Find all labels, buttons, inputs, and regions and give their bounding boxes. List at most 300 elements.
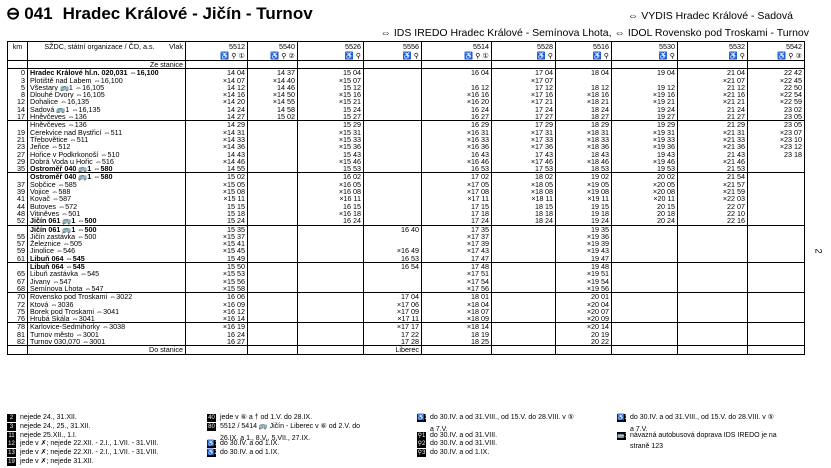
- time-cell: 19 18: [556, 210, 612, 217]
- time-cell: 16 06: [186, 293, 248, 301]
- time-cell: [248, 151, 298, 158]
- time-cell: [612, 77, 678, 84]
- time-cell: [612, 270, 678, 277]
- time-cell: [248, 285, 298, 293]
- time-cell: [492, 247, 556, 254]
- time-cell: [298, 338, 364, 346]
- time-cell: ×18 09: [422, 315, 492, 323]
- time-cell: 17 15: [422, 203, 492, 210]
- time-cell: [364, 217, 422, 225]
- station-name: Vojice ⇔588: [28, 188, 186, 195]
- time-cell: [364, 151, 422, 158]
- km-cell: 17: [8, 113, 28, 121]
- time-cell: [364, 173, 422, 181]
- time-cell: [678, 315, 748, 323]
- time-cell: [748, 263, 805, 271]
- time-cell: 18 25: [422, 338, 492, 346]
- time-cell: 14 55: [186, 165, 248, 173]
- time-cell: ×16 36: [422, 143, 492, 150]
- time-cell: [248, 210, 298, 217]
- table-row: [8, 69, 805, 77]
- time-cell: ×22 03: [678, 195, 748, 202]
- footnote-line: [417, 432, 574, 441]
- table-row: [8, 308, 805, 315]
- time-cell: [612, 255, 678, 263]
- footnote-key: 3: [7, 423, 16, 431]
- time-cell: ×16 19: [186, 323, 248, 331]
- time-cell: ×15 05: [186, 181, 248, 188]
- time-cell: ×14 16: [186, 91, 248, 98]
- time-cell: ×21 33: [678, 136, 748, 143]
- time-cell: 17 43: [492, 151, 556, 158]
- accessibility-icons: ♿ ⚲: [492, 51, 556, 61]
- table-row: [8, 210, 805, 217]
- time-cell: [248, 247, 298, 254]
- time-cell: ×18 16: [556, 91, 612, 98]
- time-cell: [748, 315, 805, 323]
- time-cell: 18 53: [556, 165, 612, 173]
- station-name: Libuň 064 ⇔545: [28, 263, 186, 271]
- time-cell: 17 18: [422, 210, 492, 217]
- time-cell: 21 04: [678, 69, 748, 77]
- destination-cell: [678, 346, 748, 354]
- time-cell: 19 04: [612, 69, 678, 77]
- time-cell: ×23 07: [748, 129, 805, 136]
- time-cell: ×19 51: [556, 270, 612, 277]
- time-cell: 21 24: [678, 106, 748, 113]
- table-row: [8, 225, 805, 233]
- time-cell: ×19 05: [556, 181, 612, 188]
- time-cell: ×15 21: [298, 98, 364, 105]
- footnote-line: [617, 432, 777, 441]
- time-cell: [298, 315, 364, 323]
- train-number: 5542: [748, 42, 805, 52]
- time-cell: 19 24: [612, 106, 678, 113]
- table-row: [8, 195, 805, 202]
- table-row: [8, 165, 805, 173]
- time-cell: ×23 10: [748, 136, 805, 143]
- time-cell: ×18 33: [556, 136, 612, 143]
- time-cell: ×16 11: [298, 195, 364, 202]
- time-cell: ×17 17: [364, 323, 422, 331]
- footnote-line: [7, 449, 158, 458]
- station-name: Ostroměř 040 🚌1 ⇔580: [28, 173, 186, 181]
- station-name: Všestary 🚌1 ⇔16,105: [28, 84, 186, 91]
- footnote-text: jede v ✗; nejede 22.XII. - 2.I., 1.VII. - 31.VIII.: [20, 449, 159, 457]
- footnotes-col-2: [207, 414, 360, 458]
- time-cell: ×17 56: [422, 285, 492, 293]
- time-cell: [364, 188, 422, 195]
- time-cell: 18 04: [556, 69, 612, 77]
- time-cell: [612, 240, 678, 247]
- time-cell: [748, 181, 805, 188]
- footnote-line: [417, 440, 574, 449]
- time-cell: [612, 247, 678, 254]
- time-cell: [364, 98, 422, 105]
- footnote-key: [617, 423, 626, 431]
- time-cell: 21 54: [678, 173, 748, 181]
- footnote-text: 26.IX. a 1., 8.V., 5.VII., 27.IX.: [220, 434, 311, 442]
- time-cell: 16 02: [298, 173, 364, 181]
- time-cell: 15 02: [186, 173, 248, 181]
- time-cell: 17 24: [492, 106, 556, 113]
- time-cell: [364, 143, 422, 150]
- time-cell: ×22 45: [748, 77, 805, 84]
- station-name: Jičín zastávka ⇔500: [28, 233, 186, 240]
- time-cell: [748, 301, 805, 308]
- time-cell: 18 15: [492, 203, 556, 210]
- footnote-line: [7, 458, 158, 467]
- table-row: [8, 106, 805, 113]
- time-cell: [298, 278, 364, 285]
- station-name: Dohalice ⇔16,135: [28, 98, 186, 105]
- time-cell: 16 40: [364, 225, 422, 233]
- time-cell: 16 24: [422, 106, 492, 113]
- footnote-text: do 30.IV. a od 31.VIII.: [430, 431, 498, 439]
- destination-cell: [298, 346, 364, 354]
- time-cell: ×21 59: [678, 188, 748, 195]
- time-cell: [248, 188, 298, 195]
- train-number: 5528: [492, 42, 556, 52]
- footnote-key: 13: [8, 450, 15, 457]
- km-cell: 82: [8, 338, 28, 346]
- table-row: [8, 240, 805, 247]
- time-cell: ×17 54: [422, 278, 492, 285]
- time-cell: [248, 331, 298, 338]
- time-cell: ×17 36: [492, 143, 556, 150]
- time-cell: ×20 04: [556, 301, 612, 308]
- time-cell: [298, 255, 364, 263]
- table-row: [8, 315, 805, 323]
- time-cell: [364, 69, 422, 77]
- time-cell: [422, 77, 492, 84]
- footnote-key: 2: [7, 414, 16, 422]
- km-cell: 57: [8, 240, 28, 247]
- time-cell: [364, 113, 422, 121]
- time-cell: 18 01: [422, 293, 492, 301]
- time-cell: [248, 240, 298, 247]
- time-cell: 21 27: [678, 113, 748, 121]
- footnote-key: ⚲1: [417, 432, 426, 439]
- time-cell: ×19 39: [556, 240, 612, 247]
- time-cell: 17 24: [422, 217, 492, 225]
- time-cell: [248, 181, 298, 188]
- station-name: Jeřice ⇔512: [28, 143, 186, 150]
- footnote-text: straně 123: [630, 443, 664, 451]
- time-cell: [678, 233, 748, 240]
- footnote-key: ♿3: [617, 415, 628, 421]
- footnote-text: do 30.IV. a od 31.VIII., od 15.V. do 28.VIII. v ⑤: [630, 414, 774, 421]
- station-name: Třebovětice ⇔511: [28, 136, 186, 143]
- time-cell: 23 18: [748, 151, 805, 158]
- time-cell: 23 05: [748, 113, 805, 121]
- station-name: Jivany ⇔547: [28, 278, 186, 285]
- time-cell: 23 02: [748, 106, 805, 113]
- time-cell: 17 04: [364, 293, 422, 301]
- time-cell: [298, 293, 364, 301]
- time-cell: 18 12: [556, 84, 612, 91]
- time-cell: [612, 285, 678, 293]
- time-cell: 19 53: [612, 165, 678, 173]
- table-row: [8, 263, 805, 271]
- footnote-text: nejede 25.XII., 1.I.: [20, 431, 77, 439]
- time-cell: [678, 225, 748, 233]
- time-cell: 18 43: [556, 151, 612, 158]
- time-cell: ×14 46: [186, 158, 248, 165]
- time-cell: 17 02: [422, 173, 492, 181]
- time-cell: [748, 331, 805, 338]
- time-cell: 15 12: [298, 84, 364, 91]
- time-cell: 20 01: [556, 293, 612, 301]
- time-cell: 19 47: [556, 255, 612, 263]
- time-cell: 18 24: [556, 106, 612, 113]
- km-cell: 78: [8, 323, 28, 331]
- time-cell: [298, 285, 364, 293]
- time-cell: [364, 278, 422, 285]
- time-cell: [612, 233, 678, 240]
- time-cell: [248, 121, 298, 129]
- station-name: Hněvčeves ⇔136: [28, 121, 186, 129]
- time-cell: 18 19: [422, 331, 492, 338]
- time-cell: ×15 33: [298, 136, 364, 143]
- time-cell: [748, 225, 805, 233]
- time-cell: [678, 293, 748, 301]
- time-cell: [748, 338, 805, 346]
- time-cell: [492, 293, 556, 301]
- accessibility-icons: ♿ ⚲ ②: [248, 51, 298, 61]
- time-cell: ×16 08: [298, 188, 364, 195]
- time-cell: ×17 31: [492, 129, 556, 136]
- time-cell: [492, 301, 556, 308]
- time-cell: 18 27: [556, 113, 612, 121]
- time-cell: 15 02: [248, 113, 298, 121]
- station-name: Železnice ⇔505: [28, 240, 186, 247]
- time-cell: ×19 16: [612, 91, 678, 98]
- km-cell: 3: [8, 77, 28, 84]
- time-cell: 17 22: [364, 331, 422, 338]
- time-cell: 15 43: [298, 151, 364, 158]
- time-cell: [678, 247, 748, 254]
- footnote-line: [7, 414, 158, 423]
- time-cell: [364, 121, 422, 129]
- time-cell: ×17 43: [422, 247, 492, 254]
- time-cell: [612, 323, 678, 331]
- time-cell: 15 24: [186, 217, 248, 225]
- time-cell: ×20 07: [556, 308, 612, 315]
- time-cell: 14 58: [248, 106, 298, 113]
- time-cell: 16 29: [422, 121, 492, 129]
- time-cell: 15 29: [298, 121, 364, 129]
- time-cell: [678, 240, 748, 247]
- time-cell: 23 05: [748, 121, 805, 129]
- time-cell: [364, 240, 422, 247]
- time-cell: ×20 08: [612, 188, 678, 195]
- time-cell: [678, 278, 748, 285]
- km-cell: 72: [8, 301, 28, 308]
- time-cell: 21 29: [678, 121, 748, 129]
- time-cell: [364, 91, 422, 98]
- time-cell: [612, 301, 678, 308]
- time-cell: ×15 58: [186, 285, 248, 293]
- station-name: Hořice v Podkrkonoší ⇔510: [28, 151, 186, 158]
- time-cell: [492, 278, 556, 285]
- time-cell: ×19 33: [612, 136, 678, 143]
- time-cell: [248, 323, 298, 331]
- footnote-line: [7, 440, 158, 449]
- time-cell: ×18 07: [422, 308, 492, 315]
- time-cell: ×22 54: [748, 91, 805, 98]
- destination-cell: [492, 346, 556, 354]
- km-cell: 55: [8, 233, 28, 240]
- time-cell: [612, 278, 678, 285]
- to-station-label: Do stanice: [28, 346, 186, 354]
- route-name: Hradec Králové - Jičín - Turnov: [62, 4, 313, 23]
- station-name: Dobrá Voda u Hořic ⇔516: [28, 158, 186, 165]
- footnote-line: [417, 414, 574, 423]
- footnote-key: ⚲2: [417, 441, 426, 448]
- footnote-text: do 30.IV. a od 31.VIII.: [430, 440, 498, 448]
- station-name: Karlovice-Sedmihorky ⇔3038: [28, 323, 186, 331]
- time-cell: 17 29: [492, 121, 556, 129]
- time-cell: [748, 195, 805, 202]
- time-cell: [612, 338, 678, 346]
- accessibility-icons: ♿ ⚲ ①: [186, 51, 248, 61]
- time-cell: 15 27: [298, 113, 364, 121]
- time-cell: [612, 263, 678, 271]
- accessibility-icons: ♿ ⚲: [298, 51, 364, 61]
- time-cell: ×16 09: [186, 301, 248, 308]
- accessibility-icons: ♿ ⚲: [612, 51, 678, 61]
- station-name: Borek pod Troskami ⇔3041: [28, 308, 186, 315]
- operator-iredo-idol: ⇔ IDS IREDO Hradec Králové - Semínova Lhota, ⇔ IDOL Rovensko pod Troskami - Turnov: [380, 27, 809, 39]
- time-cell: ×16 14: [186, 315, 248, 323]
- time-cell: [748, 255, 805, 263]
- time-cell: [678, 270, 748, 277]
- time-cell: 19 24: [556, 217, 612, 225]
- time-cell: 21 12: [678, 84, 748, 91]
- time-cell: ×21 46: [678, 158, 748, 165]
- km-cell: 41: [8, 195, 28, 202]
- time-cell: [748, 308, 805, 315]
- footnote-text: jede v ✗; nejede 22.XII. - 2.I., 1.VII. - 31.VIII.: [20, 440, 159, 448]
- footnote-text: do 30.IV. a od 1.IX.: [430, 449, 490, 457]
- destination-cell: [422, 346, 492, 354]
- time-cell: ×19 36: [556, 233, 612, 240]
- station-name: Butoves ⇔572: [28, 203, 186, 210]
- train-number: 5516: [556, 42, 612, 52]
- time-cell: 20 19: [556, 331, 612, 338]
- table-row: [8, 158, 805, 165]
- table-row: [8, 173, 805, 181]
- time-cell: 15 15: [186, 203, 248, 210]
- station-name: Jičín 061 🚌1 ⇔500: [28, 225, 186, 233]
- time-cell: 19 02: [556, 173, 612, 181]
- table-row: [8, 338, 805, 346]
- time-cell: 15 35: [186, 225, 248, 233]
- footnote-text: do 30.IV. a od 31.VIII., od 15.V. do 28.VIII. v ⑤: [430, 414, 574, 421]
- time-cell: ×18 46: [556, 158, 612, 165]
- time-cell: [248, 301, 298, 308]
- time-cell: 14 12: [186, 84, 248, 91]
- time-cell: 16 27: [422, 113, 492, 121]
- km-cell: [8, 263, 28, 271]
- time-cell: 15 18: [186, 210, 248, 217]
- time-cell: [298, 240, 364, 247]
- footnote-text: a 7.V.: [430, 425, 448, 433]
- time-cell: ×14 33: [186, 136, 248, 143]
- station-name: Sadová 🚌1 ⇔16,135: [28, 106, 186, 113]
- time-cell: 16 12: [422, 84, 492, 91]
- time-cell: 15 49: [186, 255, 248, 263]
- time-cell: [248, 233, 298, 240]
- time-cell: 16 15: [298, 203, 364, 210]
- destination-cell: [612, 346, 678, 354]
- train-number: 5532: [678, 42, 748, 52]
- km-cell: 29: [8, 158, 28, 165]
- destination-cell: [748, 346, 805, 354]
- footnote-key: 40: [208, 415, 215, 421]
- time-cell: 22 10: [678, 210, 748, 217]
- time-cell: 14 04: [186, 69, 248, 77]
- footnote-key: 19: [8, 458, 15, 465]
- time-cell: [748, 247, 805, 254]
- km-cell: 48: [8, 210, 28, 217]
- km-header: km: [8, 42, 28, 52]
- time-cell: 15 53: [298, 165, 364, 173]
- station-name: Libuň zastávka ⇔545: [28, 270, 186, 277]
- accessibility-icons: ♿ ⚲: [678, 51, 748, 61]
- km-cell: 52: [8, 217, 28, 225]
- time-cell: ×19 46: [612, 158, 678, 165]
- km-cell: 27: [8, 151, 28, 158]
- time-cell: [248, 315, 298, 323]
- operator-vydis: ⇔ VYDIS Hradec Králové - Sadová: [627, 10, 793, 22]
- time-cell: 19 15: [556, 203, 612, 210]
- time-cell: ×21 21: [678, 98, 748, 105]
- footnote-key: 11: [8, 432, 15, 439]
- station-name: Hrubá Skála ⇔3041: [28, 315, 186, 323]
- timetable-table: [7, 41, 805, 355]
- footnote-key: [207, 432, 216, 440]
- accessibility-icons: ♿ ⚲ ③: [748, 51, 805, 61]
- time-cell: 17 48: [422, 263, 492, 271]
- time-cell: ×14 40: [248, 77, 298, 84]
- table-row: [8, 217, 805, 225]
- footnote-text: jede v ⑥ a † od 1.V. do 28.IX.: [220, 414, 313, 421]
- time-cell: [364, 158, 422, 165]
- time-cell: [748, 233, 805, 240]
- km-cell: 61: [8, 255, 28, 263]
- time-cell: [678, 338, 748, 346]
- table-row: [8, 285, 805, 293]
- km-cell: 21: [8, 136, 28, 143]
- footnote-line: [617, 440, 777, 449]
- time-cell: 18 02: [492, 173, 556, 181]
- time-cell: 19 29: [612, 121, 678, 129]
- footnotes-col-3: [417, 414, 574, 458]
- time-cell: [492, 308, 556, 315]
- footnote-key: ♿1: [207, 441, 218, 448]
- time-cell: ×17 06: [364, 301, 422, 308]
- time-cell: [364, 270, 422, 277]
- station-name: Libuň 064 ⇔545: [28, 255, 186, 263]
- footnote-text: 5512 / 5414 🚌 Jičín - Liberec v ⑥ od 2.V. do: [220, 422, 361, 430]
- time-cell: ×18 04: [422, 301, 492, 308]
- time-cell: ×19 11: [556, 195, 612, 202]
- time-cell: 22 42: [748, 69, 805, 77]
- time-cell: 18 29: [556, 121, 612, 129]
- time-cell: 15 50: [186, 263, 248, 271]
